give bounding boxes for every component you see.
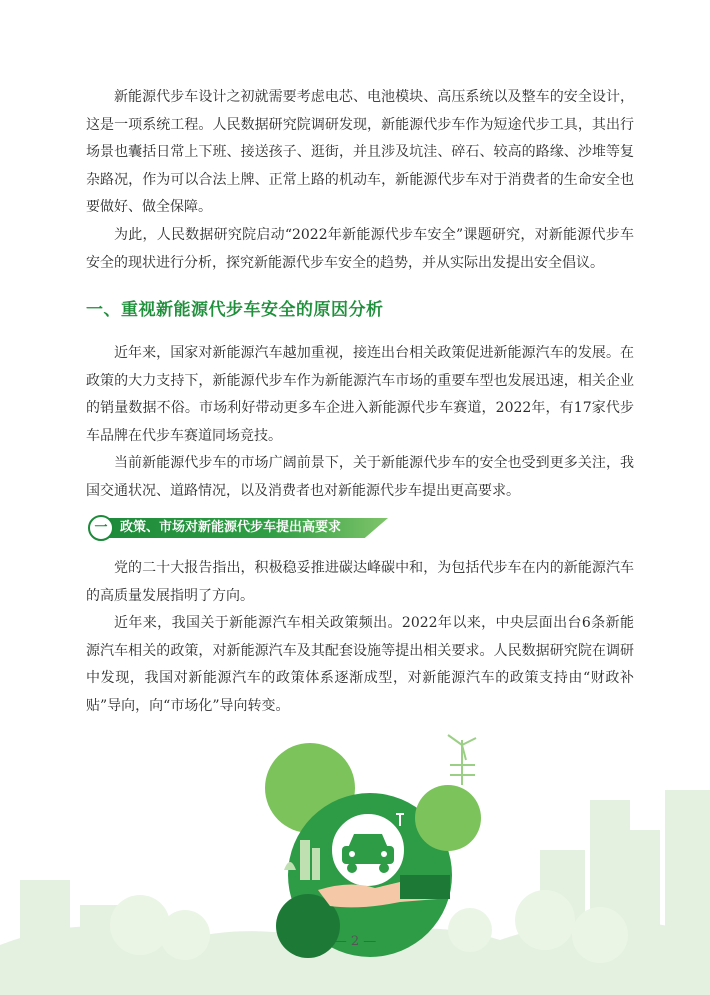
subsection-title: 政策、市场对新能源代步车提出高要求	[120, 520, 342, 535]
intro-paragraph-2: 为此，人民数据研究院启动“2022年新能源代步车安全”课题研究，对新能源代步车安全的现状进行分析，探究新能源代步车安全的趋势，并从实际出发提出安全倡议。	[86, 227, 634, 271]
wind-turbine-icon	[448, 735, 476, 785]
subsection-heading	[88, 515, 388, 541]
subsection-paragraph-2: 近年来，我国关于新能源汽车相关政策频出。2022年以来，中央层面出台6条新能源汽车相关的政策，对新能源汽车及其配套设施等提出相关要求。人民数据研究院在调研中发现，我国对新能源汽车的政策体系逐渐成型，对新能源汽车的政策支持由“财政补贴”导向，向“市场化”导向转变。	[86, 615, 634, 714]
section-paragraph-2: 当前新能源代步车的市场广阔前景下，关于新能源代步车的安全也受到更多关注，我国交通状况、道路情况，以及消费者也对新能源代步车提出更高要求。	[86, 455, 634, 499]
green-energy-illustration	[0, 730, 710, 995]
subsection-number-badge: 一	[88, 515, 114, 541]
section-paragraph-1: 近年来，国家对新能源汽车越加重视，接连出台相关政策促进新能源汽车的发展。在政策的大力支持下，新能源代步车作为新能源汽车市场的重要车型也发展迅速，相关企业的销量数据不俗。市场利好带动更多车企进入新能源代步车赛道，2022年，有17家代步车品牌在代步车赛道同场竞技。	[86, 345, 634, 444]
right-light-circle	[415, 785, 481, 851]
page-number: — 2 —	[333, 934, 377, 949]
subsection-paragraph-1: 党的二十大报告指出，积极稳妥推进碳达峰碳中和，为包括代步车在内的新能源汽车的高质量发展指明了方向。	[86, 560, 634, 604]
section-heading: 一、重视新能源代步车安全的原因分析	[86, 300, 384, 320]
intro-paragraph-1: 新能源代步车设计之初就需要考虑电芯、电池模块、高压系统以及整车的安全设计，这是一项系统工程。人民数据研究院调研发现，新能源代步车作为短途代步工具，其出行场景也囊括日常上下班、接送孩子、逛街，并且涉及坑洼、碎石、较高的路缘、沙堆等复杂路况，作为可以合法上牌、正常上路的机动车，新能源代步车对于消费者的生命安全也要做好、做全保障。	[86, 89, 634, 215]
